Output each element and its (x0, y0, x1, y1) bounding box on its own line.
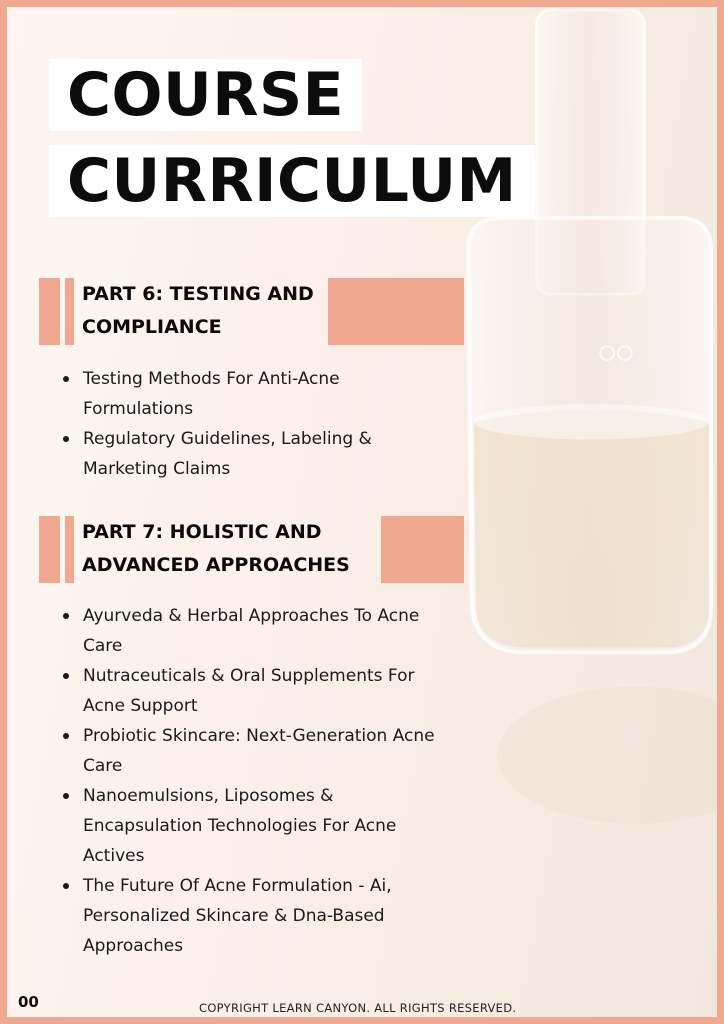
list-item (62, 364, 452, 424)
accent-bar (39, 516, 60, 583)
section-header-part-7 (39, 516, 464, 583)
list-item (62, 424, 452, 484)
accent-block (381, 516, 464, 583)
bullet-icon (63, 673, 69, 679)
accent-bar (39, 278, 60, 345)
bullet-icon (63, 613, 69, 619)
section-title: PART 6: TESTING AND COMPLIANCE (82, 283, 314, 338)
list-item-text: Probiotic Skincare: Next-Generation Acne Care (83, 726, 435, 776)
section-header-part-6 (39, 278, 464, 345)
list-item (62, 871, 452, 961)
bullet-icon (63, 883, 69, 889)
section-list-part-7 (62, 601, 452, 961)
bullet-icon (63, 376, 69, 382)
copyright-footer: COPYRIGHT LEARN CANYON. ALL RIGHTS RESERVED. (199, 1001, 517, 1015)
list-item-text: Ayurveda & Herbal Approaches To Acne Care (83, 606, 420, 656)
bullet-icon (63, 793, 69, 799)
page-title-line-1: COURSE (49, 59, 362, 131)
section-list-part-6 (62, 364, 452, 484)
accent-block (328, 278, 464, 345)
list-item (62, 661, 452, 721)
bullet-icon (63, 733, 69, 739)
bullet-icon (63, 436, 69, 442)
list-item-text: Testing Methods For Anti-Acne Formulations (83, 369, 340, 419)
list-item (62, 781, 452, 871)
accent-bar (65, 516, 74, 583)
page-title-line-2: CURRICULUM (49, 145, 535, 217)
list-item-text: Nutraceuticals & Oral Supplements For Acne Support (83, 666, 415, 716)
list-item (62, 721, 452, 781)
section-title: PART 7: HOLISTIC AND ADVANCED APPROACHES (82, 521, 350, 576)
list-item (62, 601, 452, 661)
list-item-text: The Future Of Acne Formulation - Ai, Personalized Skincare & Dna-Based Approaches (83, 876, 392, 956)
page-number: 00 (18, 993, 39, 1011)
list-item-text: Regulatory Guidelines, Labeling & Marketing Claims (83, 429, 372, 479)
accent-bar (65, 278, 74, 345)
list-item-text: Nanoemulsions, Liposomes & Encapsulation Technologies For Acne Actives (83, 786, 397, 866)
